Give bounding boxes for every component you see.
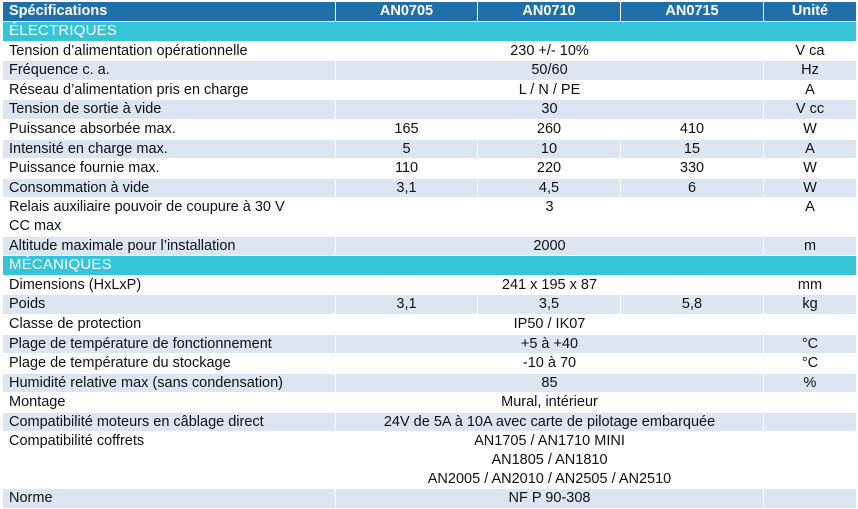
row-label: Poids [3,295,336,315]
row-label: Dimensions (HxLxP) [3,275,336,295]
table-row [3,159,857,179]
row-label: Puissance fournie max. [3,159,336,179]
section-title: ÉLECTRIQUES [3,22,857,42]
row-value-model-1: 110 [336,159,478,179]
row-value-line: AN1705 / AN1710 MINI [474,433,625,450]
row-value: +5 à +40 [336,334,764,354]
table-row [3,139,857,159]
row-value [336,432,764,489]
table-row [3,412,857,432]
table-row [3,61,857,81]
row-value-line: AN2005 / AN2010 / AN2505 / AN2510 [427,470,672,487]
row-unit: °C [764,334,857,354]
row-unit: m [764,236,857,256]
row-label: Intensité en charge max. [3,139,336,159]
row-label: Montage [3,393,336,413]
row-label: Compatibilité coffrets [3,432,336,489]
row-label: Consommation à vide [3,178,336,198]
row-value: L / N / PE [336,80,764,100]
row-value-model-2: 10 [478,139,621,159]
row-value-line: AN1805 / AN1810 [491,452,608,469]
row-value: Mural, intérieur [336,393,764,413]
spec-table [2,1,857,509]
row-label-line: CC max [9,217,62,234]
row-unit: A [764,80,857,100]
row-unit: V ca [764,41,857,61]
row-unit [764,412,857,432]
header-model-1: AN0705 [336,2,478,22]
table-row [3,80,857,100]
row-value-model-3: 6 [621,178,764,198]
row-value: -10 à 70 [336,354,764,374]
row-label: Réseau d’alimentation pris en charge [3,80,336,100]
row-label-line: Relais auxiliaire pouvoir de coupure à 30 V [9,199,285,216]
row-label: Classe de protection [3,314,336,334]
table-row [3,198,857,236]
header-spec: Spécifications [3,2,336,22]
row-unit: kg [764,295,857,315]
header-model-3: AN0715 [621,2,764,22]
row-value-model-1: 3,1 [336,295,478,315]
row-unit: % [764,373,857,393]
table-row [3,178,857,198]
table-row [3,393,857,413]
row-value-model-1: 165 [336,119,478,139]
row-label [3,198,336,236]
row-unit: W [764,119,857,139]
spec-table-container [2,1,856,509]
row-value-model-3: 330 [621,159,764,179]
row-unit [764,432,857,489]
row-unit: W [764,159,857,179]
table-row [3,314,857,334]
row-label: Compatibilité moteurs en câblage direct [3,412,336,432]
row-unit: Hz [764,61,857,81]
row-value-model-2: 4,5 [478,178,621,198]
table-row [3,119,857,139]
row-unit: A [764,198,857,236]
table-row [3,432,857,489]
section-electrical [3,22,857,42]
row-unit: V cc [764,100,857,120]
section-mechanical [3,256,857,276]
row-value-model-2: 220 [478,159,621,179]
row-label: Tension de sortie à vide [3,100,336,120]
table-row [3,100,857,120]
row-value-model-3: 15 [621,139,764,159]
row-value: 50/60 [336,61,764,81]
row-label: Plage de température du stockage [3,354,336,374]
row-value: 3 [336,198,764,236]
row-value: 241 x 195 x 87 [336,275,764,295]
row-unit: mm [764,275,857,295]
row-label: Fréquence c. a. [3,61,336,81]
row-value: 30 [336,100,764,120]
header-model-2: AN0710 [478,2,621,22]
table-row [3,354,857,374]
row-value: IP50 / IK07 [336,314,764,334]
row-value: NF P 90-308 [336,489,764,509]
row-value-model-3: 5,8 [621,295,764,315]
row-label: Norme [3,489,336,509]
table-row [3,236,857,256]
row-label: Altitude maximale pour l’installation [3,236,336,256]
row-unit: A [764,139,857,159]
row-unit: °C [764,354,857,374]
row-label: Plage de température de fonctionnement [3,334,336,354]
table-row [3,275,857,295]
row-unit [764,393,857,413]
section-title: MÉCANIQUES [3,256,857,276]
row-value: 24V de 5A à 10A avec carte de pilotage embarquée [336,412,764,432]
header-unit: Unité [764,2,857,22]
table-row [3,295,857,315]
table-row [3,334,857,354]
row-unit [764,489,857,509]
table-row [3,41,857,61]
row-value-model-3: 410 [621,119,764,139]
table-row [3,489,857,509]
row-unit: W [764,178,857,198]
header-row [3,2,857,22]
row-label: Tension d’alimentation opérationnelle [3,41,336,61]
row-value: 85 [336,373,764,393]
row-value: 2000 [336,236,764,256]
row-label: Humidité relative max (sans condensation) [3,373,336,393]
row-value-model-1: 5 [336,139,478,159]
row-unit [764,314,857,334]
row-label: Puissance absorbée max. [3,119,336,139]
table-row [3,373,857,393]
row-value: 230 +/- 10% [336,41,764,61]
row-value-model-1: 3,1 [336,178,478,198]
row-value-model-2: 3,5 [478,295,621,315]
row-value-model-2: 260 [478,119,621,139]
